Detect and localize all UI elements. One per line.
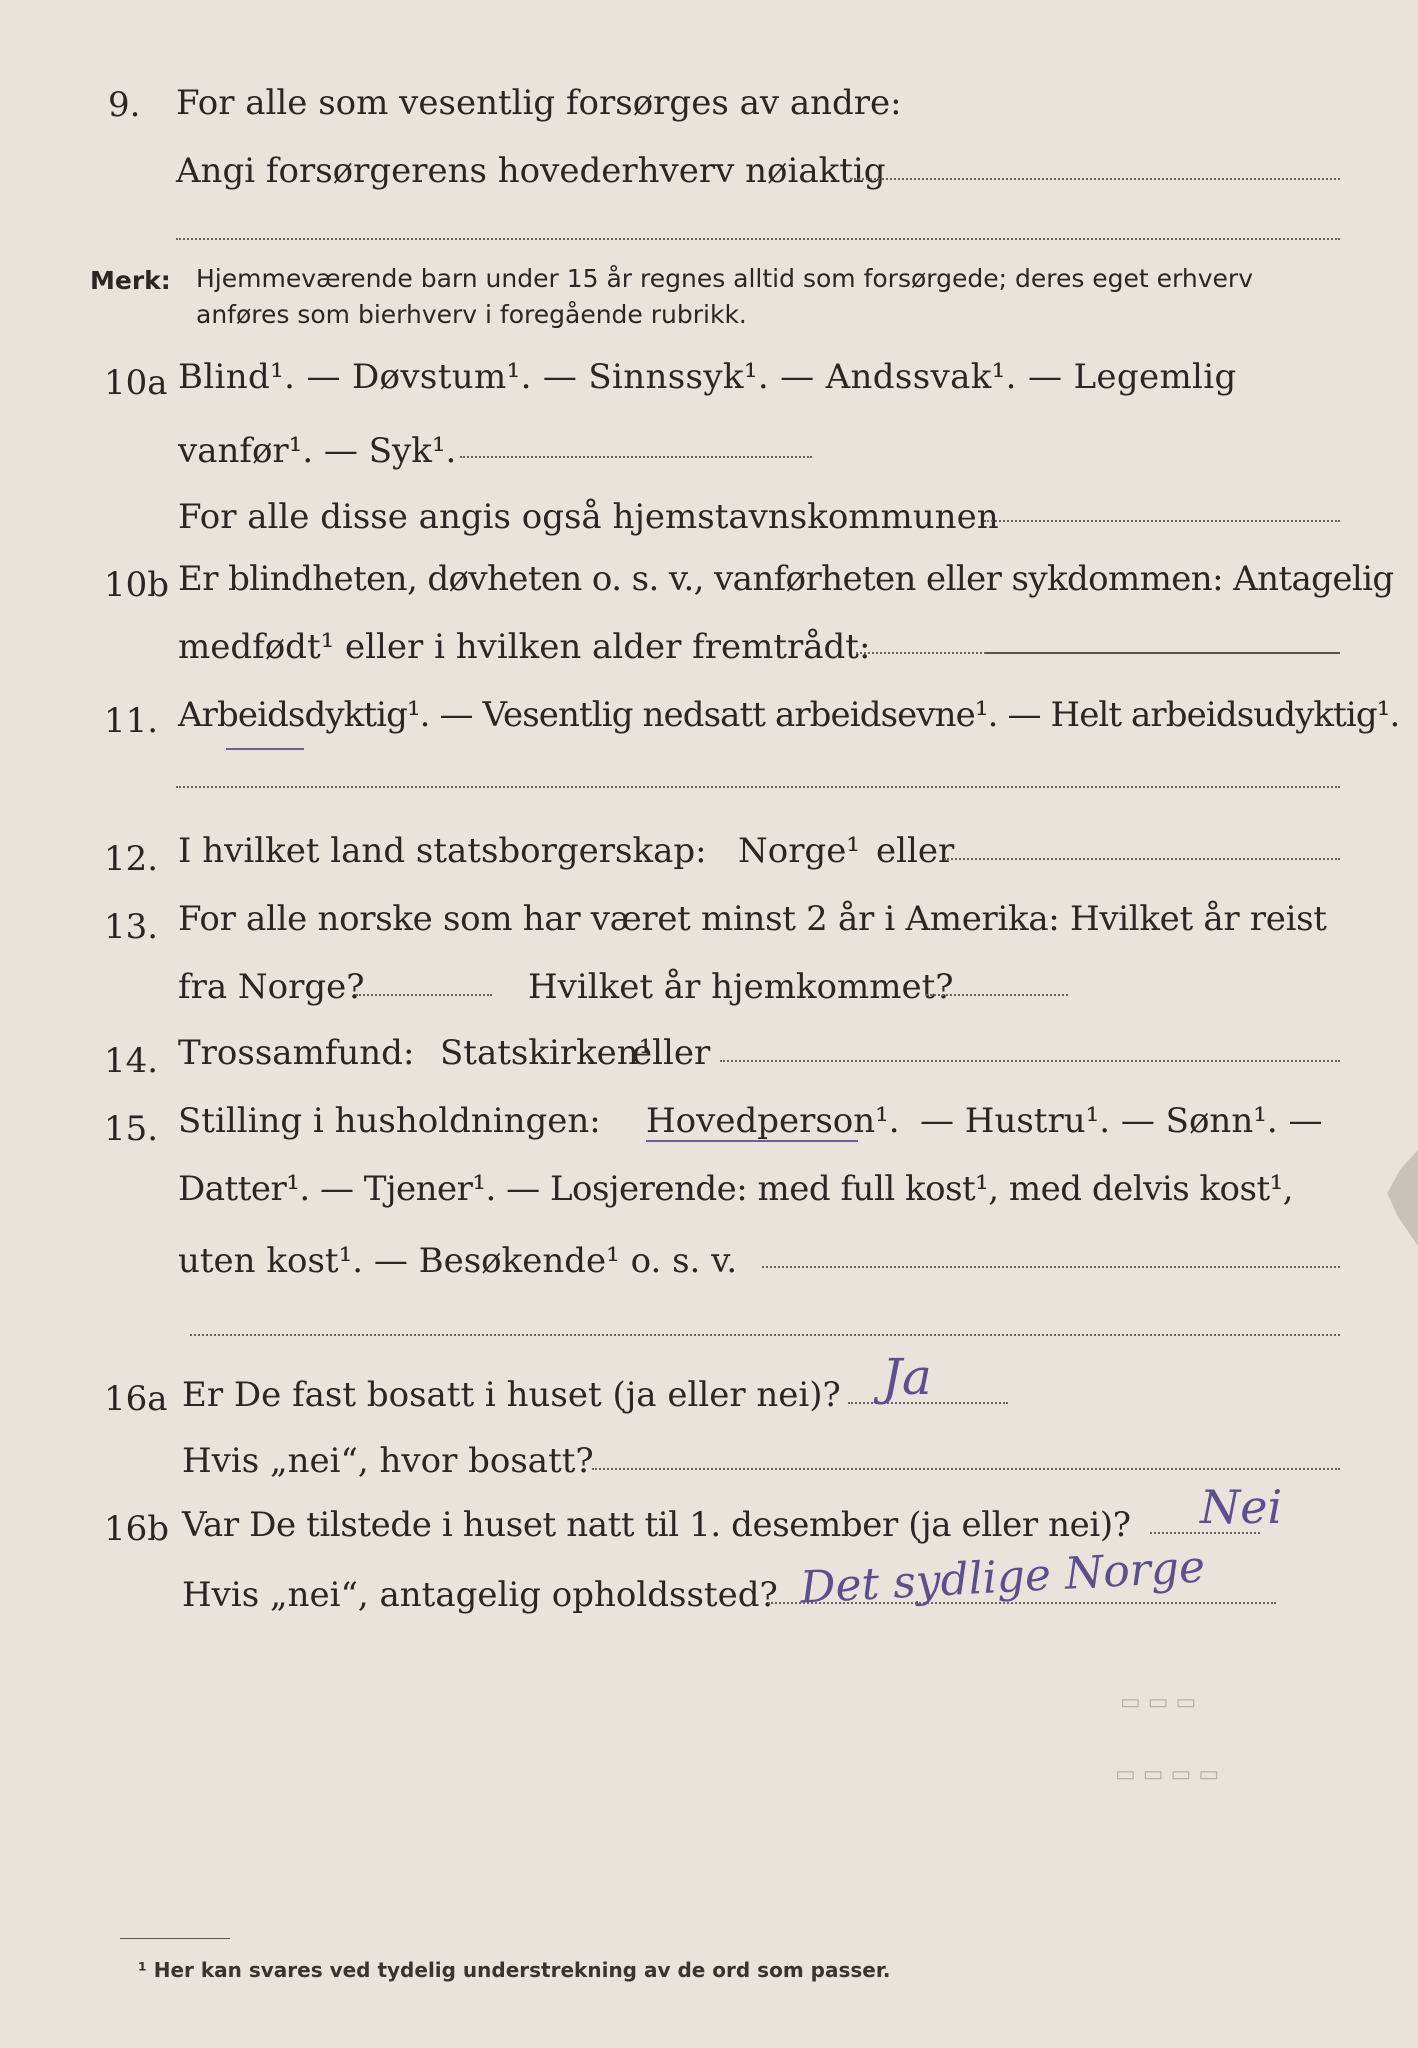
q10a-line2: vanfør¹. — Syk¹. <box>178 431 457 471</box>
q12-norge: Norge¹ <box>738 831 860 871</box>
merk-line2: anføres som bierhverv i foregående rubrikk. <box>196 300 747 329</box>
q14-prefix: Trossamfund: <box>178 1033 415 1073</box>
q10b-number: 10b <box>104 565 170 605</box>
q16a-dotline-2 <box>592 1468 1340 1470</box>
q11-pen-underline <box>226 748 304 750</box>
q13-line1: For alle norske som har været minst 2 år i Amerika: Hvilket år reist <box>178 899 1327 939</box>
merk-label: Merk: <box>90 266 171 295</box>
q11-number: 11. <box>104 701 159 741</box>
q16a-line1: Er De fast bosatt i huset (ja eller nei)? <box>182 1375 841 1415</box>
q10a-dotline-2 <box>984 520 1340 522</box>
q10b-line2: medfødt¹ eller i hvilken alder fremtrådt: <box>178 627 871 667</box>
q13-line2b: Hvilket år hjemkommet? <box>528 967 954 1007</box>
q16a-line2: Hvis „nei“, hvor bosatt? <box>182 1441 594 1481</box>
q12-prefix: I hvilket land statsborgerskap: <box>178 831 707 871</box>
showthrough-mark-1: ▭ ▭ ▭ <box>1120 1690 1197 1715</box>
q16b-number: 16b <box>104 1509 170 1549</box>
q15-dotline-2 <box>190 1334 1340 1336</box>
q10a-number: 10a <box>104 363 168 403</box>
q14-statskirken: Statskirken¹ <box>440 1033 653 1073</box>
q13-dotline-1 <box>356 994 492 996</box>
q15-line2: Datter¹. — Tjener¹. — Losjerende: med full kost¹, med delvis kost¹, <box>178 1169 1294 1209</box>
q10a-line1: Blind¹. — Døvstum¹. — Sinnssyk¹. — Andssvak¹. — Legemlig <box>178 357 1237 397</box>
merk-line1: Hjemmeværende barn under 15 år regnes alltid som forsørgede; deres eget erhverv <box>196 264 1253 293</box>
q12-dotline <box>944 858 1340 860</box>
q15-prefix: Stilling i husholdningen: <box>178 1101 601 1141</box>
q15-hovedperson: Hovedperson¹. <box>646 1101 900 1141</box>
q15-line1-rest: — Hustru¹. — Sønn¹. — <box>920 1101 1323 1141</box>
q12-suffix: eller <box>876 831 955 871</box>
q16a-handwritten-answer: Ja <box>882 1348 932 1406</box>
q12-number: 12. <box>104 839 159 879</box>
q10b-dotline <box>856 652 986 654</box>
q11-line1: Arbeidsdyktig¹. — Vesentlig nedsatt arbeidsevne¹. — Helt arbeidsudyktig¹. <box>178 695 1400 735</box>
q16b-handwritten-answer-1: Nei <box>1200 1480 1283 1534</box>
q9-answer-dotline-1 <box>850 178 1340 180</box>
q9-number: 9. <box>108 85 141 125</box>
q9-line2: Angi forsørgerens hovederhverv nøiaktig <box>176 151 886 191</box>
footnote-rule <box>120 1938 230 1939</box>
q13-dotline-2 <box>926 994 1068 996</box>
q9-line1: For alle som vesentlig forsørges av andre: <box>176 83 902 123</box>
q10a-line3: For alle disse angis også hjemstavnskommunen <box>178 497 999 537</box>
footnote-text: ¹ Her kan svares ved tydelig understrekning av de ord som passer. <box>138 1958 891 1982</box>
q15-pen-underline <box>646 1140 858 1142</box>
showthrough-mark-2: ▭ ▭ ▭ ▭ <box>1115 1762 1220 1787</box>
q15-dotline-1 <box>762 1266 1340 1268</box>
q15-line3: uten kost¹. — Besøkende¹ o. s. v. <box>178 1241 738 1281</box>
q15-number: 15. <box>104 1109 159 1149</box>
torn-edge <box>1374 1150 1418 1246</box>
q10b-solidline <box>986 652 1340 654</box>
q9-answer-dotline-2 <box>176 238 1340 240</box>
q16b-line2: Hvis „nei“, antagelig opholdssted? <box>182 1575 778 1615</box>
q10a-dotline-1 <box>460 456 812 458</box>
q14-suffix: eller <box>632 1033 711 1073</box>
q16a-number: 16a <box>104 1379 168 1419</box>
q11-dotline <box>176 786 1340 788</box>
q14-number: 14. <box>104 1041 159 1081</box>
q14-dotline <box>720 1060 1340 1062</box>
q16b-line1: Var De tilstede i huset natt til 1. desember (ja eller nei)? <box>182 1505 1131 1545</box>
q16b-handwritten-answer-2: Det sydlige Norge <box>798 1541 1207 1614</box>
q10b-line1: Er blindheten, døvheten o. s. v., vanførheten eller sykdommen: Antagelig <box>178 559 1394 599</box>
q13-line2a: fra Norge? <box>178 967 365 1007</box>
q13-number: 13. <box>104 907 159 947</box>
